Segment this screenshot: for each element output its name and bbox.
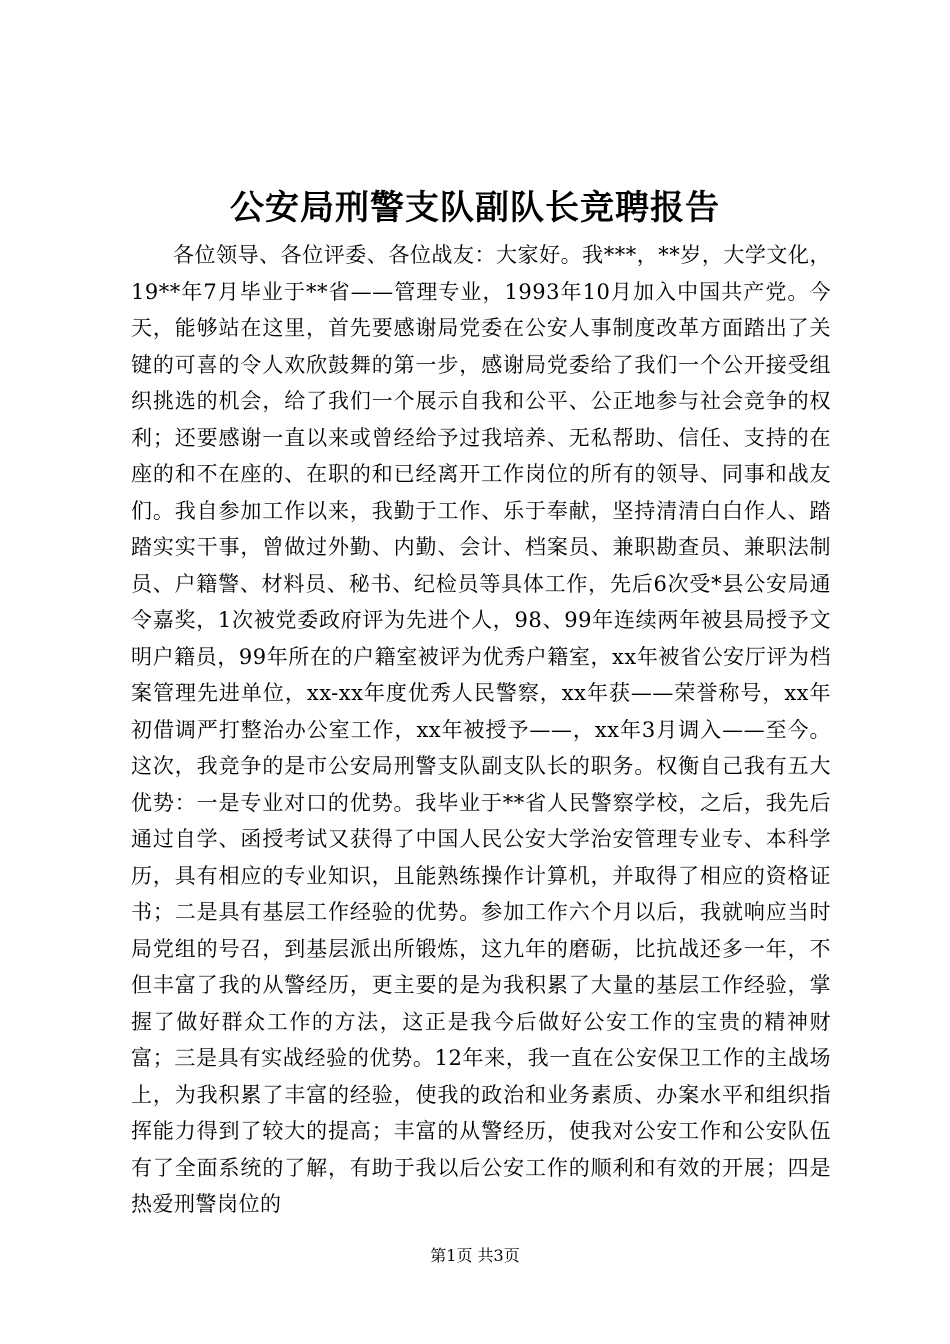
document-body: 各位领导、各位评委、各位战友：大家好。我***，**岁，大学文化，19**年7月毕业于**省——管理专业，1993年10月加入中国共产党。今天，能够站在这里，首先要感谢局党委在公安人事制度改革方面踏出了关键的可喜的令人欢欣鼓舞的第一步，感谢局党委给了我们一个公开接受组织挑选的机会，给了我们一个展示自我和公平、公正地参与社会竞争的权利；还要感谢一直以来或曾经给予过我培养、无私帮助、信任、支持的在座的和不在座的、在职的和已经离开工作岗位的所有的领导、同事和战友们。我自参加工作以来，我勤于工作、乐于奉献，坚持清清白白作人、踏踏实实干事，曾做过外勤、内勤、会计、档案员、兼职勘查员、兼职法制员、户籍警、材料员、秘书、纪检员等具体工作，先后6次受*县公安局通令嘉奖，1次被党委政府评为先进个人，98、99年连续两年被县局授予文明户籍员，99年所在的户籍室被评为优秀户籍室，xx年被省公安厅评为档案管理先进单位，xx-xx年度优秀人民警察，xx年获——荣誉称号，xx年初借调严打整治办公室工作，xx年被授予——，xx年3月调入——至今。这次，我竞争的是市公安局刑警支队副支队长的职务。权衡自己我有五大优势：一是专业对口的优势。我毕业于**省人民警察学校，之后，我先后通过自学、函授考试又获得了中国人民公安大学治安管理专业专、本科学历，具有相应的专业知识，且能熟练操作计算机，并取得了相应的资格证书；二是具有基层工作经验的优势。参加工作六个月以后，我就响应当时局党组的号召，到基层派出所锻炼，这九年的磨砺，比抗战还多一年，不但丰富了我的从警经历，更主要的是为我积累了大量的基层工作经验，掌握了做好群众工作的方法，这正是我今后做好公安工作的宝贵的精神财富；三是具有实战经验的优势。12年来，我一直在公安保卫工作的主战场上，为我积累了丰富的经验，使我的政治和业务素质、办案水平和组织指挥能力得到了较大的提高；丰富的从警经历，使我对公安工作和公安队伍有了全面系统的了解，有助于我以后公安工作的顺利和有效的开展；四是热爱刑警岗位的 — [131, 243, 831, 1216]
page-footer: 第1页 共3页 — [430, 1246, 520, 1265]
document-title: 公安局刑警支队副队长竞聘报告 — [230, 188, 720, 228]
